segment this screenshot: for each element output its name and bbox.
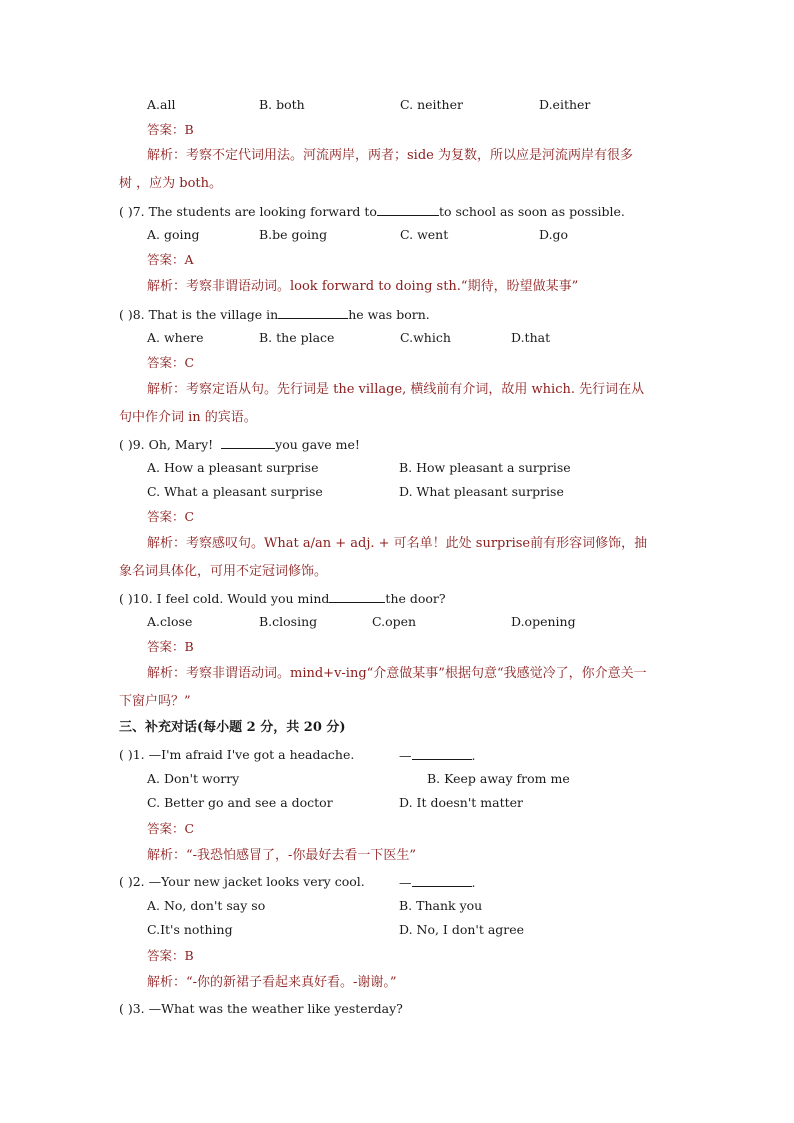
answer-blank	[221, 436, 275, 449]
dialogue-reply: — .	[399, 875, 476, 890]
option-b: B. Thank you	[399, 898, 483, 913]
dialogue-3: ( )3. —What was the weather like yesterday?	[119, 1001, 403, 1016]
option-a: A. going	[147, 227, 200, 242]
dialogue-1: ( )1. —I'm afraid I've got a headache.	[119, 747, 355, 762]
explanation: 象名词具体化，可用不定冠词修饰。	[119, 564, 328, 579]
option-b: B. both	[259, 97, 305, 112]
explanation: 解析：考察定语从句。先行词是 the village, 横线前有介词，故用 which. 先行词在从	[147, 382, 645, 397]
option-d: D.go	[539, 227, 569, 242]
dialogue-reply: — .	[399, 748, 476, 763]
option-b: B.closing	[259, 614, 318, 629]
section-heading: 三、补充对话(每小题 2 分，共 20 分)	[119, 720, 346, 735]
answer: 答案：C	[147, 821, 195, 836]
option-a: A.close	[147, 614, 193, 629]
explanation: 解析：“-我恐怕感冒了，-你最好去看一下医生”	[147, 848, 417, 863]
option-d: D. It doesn't matter	[399, 795, 524, 810]
option-d: D. No, I don't agree	[399, 922, 525, 937]
question-7	[119, 203, 625, 220]
answer-blank	[412, 747, 472, 760]
dialogue-2: ( )2. —Your new jacket looks very cool.	[119, 874, 365, 889]
option-a: A. where	[147, 330, 204, 345]
question-text: ( )8. That is the village in	[119, 307, 279, 322]
answer: 答案：B	[147, 122, 194, 137]
explanation: 句中作介词 in 的宾语。	[119, 410, 257, 425]
reply-dash: —	[399, 875, 412, 890]
question-8	[119, 306, 430, 323]
option-b: B. Keep away from me	[427, 771, 570, 786]
option-c: C. neither	[400, 97, 463, 112]
option-c: C. Better go and see a doctor	[147, 795, 333, 810]
question-text-tail: the door?	[385, 591, 446, 606]
answer: 答案：B	[147, 639, 194, 654]
option-d: D.that	[511, 330, 551, 345]
question-text: ( )10. I feel cold. Would you mind	[119, 591, 330, 606]
option-d: D.opening	[511, 614, 576, 629]
option-a: A.all	[147, 97, 176, 112]
question-text-tail: to school as soon as possible.	[438, 204, 625, 219]
option-c: C.It's nothing	[147, 922, 233, 937]
explanation: 解析：考察感叹句。What a/an + adj. + 可名单！此处 surprise前有形容词修饰，抽	[147, 536, 648, 551]
answer-blank	[377, 203, 439, 216]
question-text: ( )9. Oh, Mary!	[119, 437, 214, 452]
question-10	[119, 590, 446, 607]
answer-blank	[412, 874, 472, 887]
option-c: C.which	[400, 330, 451, 345]
explanation: 解析：“-你的新裙子看起来真好看。-谢谢。”	[147, 975, 397, 990]
answer-blank	[329, 590, 385, 603]
option-a: A. Don't worry	[147, 771, 240, 786]
option-a: A. No, don't say so	[147, 898, 266, 913]
answer-blank	[278, 306, 348, 319]
explanation: 下窗户吗？”	[119, 694, 191, 709]
question-text-tail: you gave me!	[275, 437, 360, 452]
option-b: B. How pleasant a surprise	[399, 460, 571, 475]
answer: 答案：C	[147, 509, 195, 524]
option-c: C.open	[372, 614, 417, 629]
option-b: B. the place	[259, 330, 335, 345]
option-b: B.be going	[259, 227, 328, 242]
question-9	[119, 436, 360, 453]
question-text: ( )7. The students are looking forward to	[119, 204, 377, 219]
option-a: A. How a pleasant surprise	[147, 460, 319, 475]
answer: 答案：B	[147, 948, 194, 963]
option-d: D. What pleasant surprise	[399, 484, 564, 499]
reply-dash: —	[399, 748, 412, 763]
explanation: 解析：考察非谓语动词。mind+v-ing“介意做某事”根据句意“我感觉冷了，你介意关一	[147, 666, 647, 681]
explanation: 树 ，应为 both。	[119, 176, 223, 191]
option-c: C. What a pleasant surprise	[147, 484, 323, 499]
option-d: D.either	[539, 97, 591, 112]
question-text-tail: he was born.	[348, 307, 430, 322]
option-c: C. went	[400, 227, 449, 242]
answer: 答案：C	[147, 355, 195, 370]
explanation: 解析：考察非谓语动词。look forward to doing sth.“期待，盼望做某事”	[147, 279, 579, 294]
answer: 答案：A	[147, 252, 194, 267]
explanation: 解析：考察不定代词用法。河流两岸，两者；side 为复数，所以应是河流两岸有很多	[147, 148, 633, 163]
